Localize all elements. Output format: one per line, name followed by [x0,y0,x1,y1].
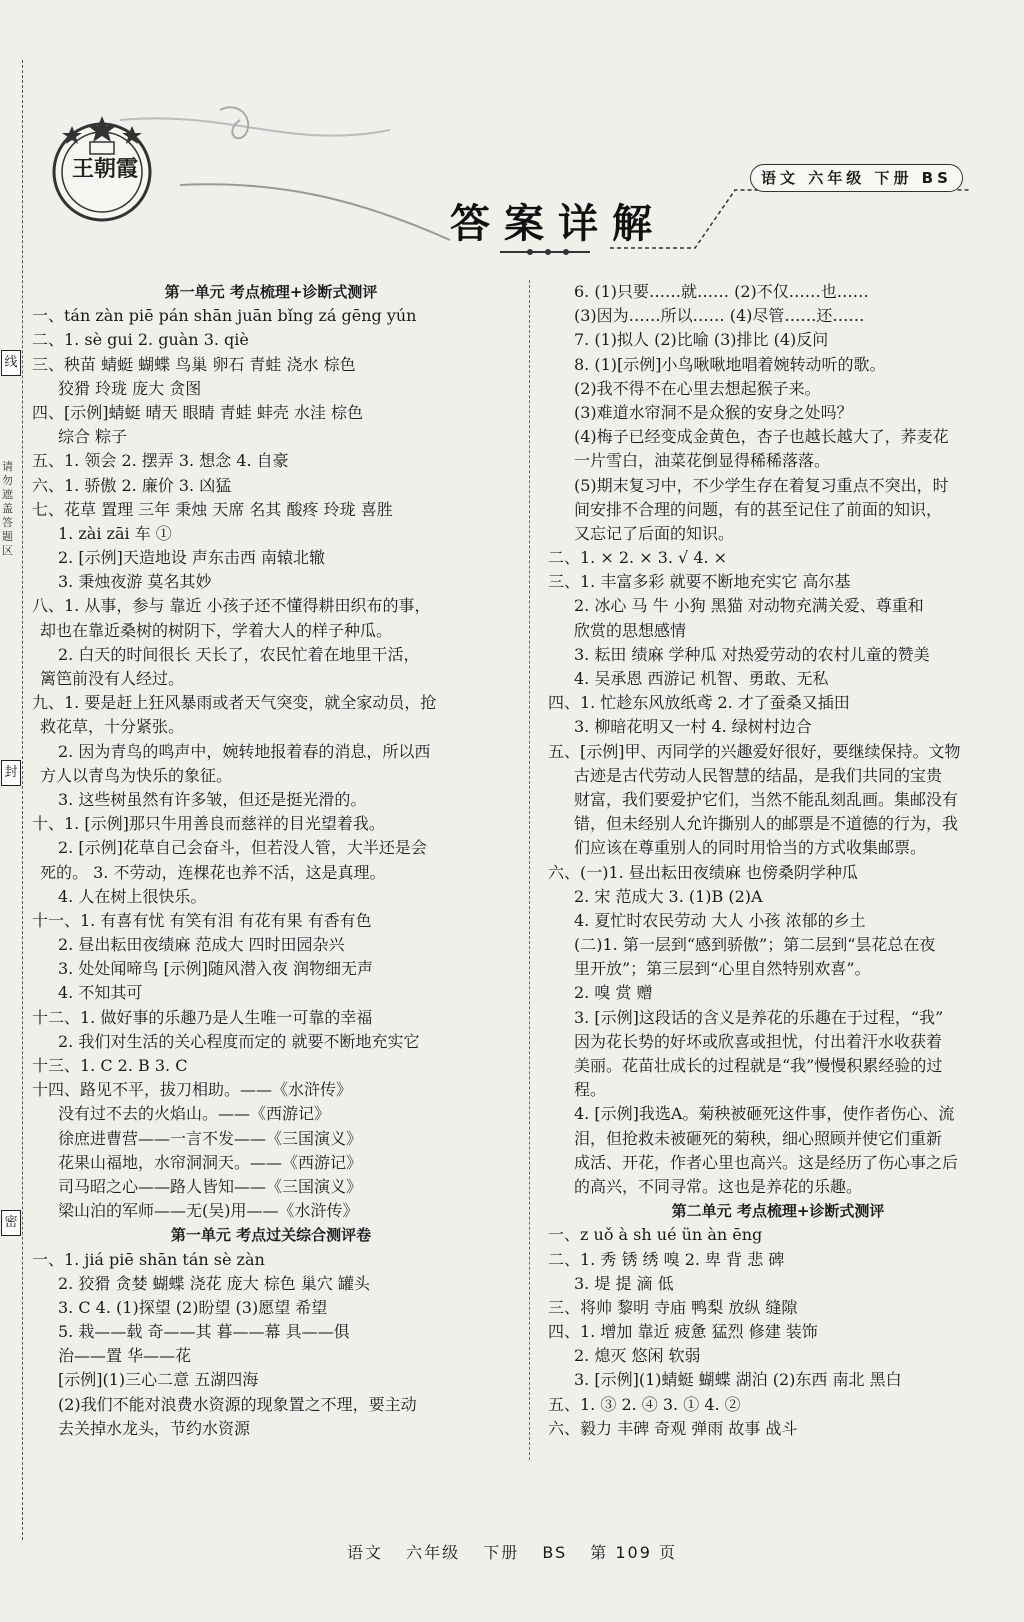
header [30,90,1000,270]
answer-line: (3)因为……所以…… (4)尽管……还…… [574,306,865,326]
answer-line: 2. [示例]花草自己会奋斗，但若没人管，大半还是会 [58,838,427,858]
footer-grade: 六年级 [406,1543,461,1562]
footer-term: 下册 [483,1543,520,1562]
answer-line: 十一、1. 有喜有忧 有笑有泪 有花有果 有香有色 [32,910,372,930]
answer-line: 梁山泊的军师——无(吴)用——《水浒传》 [58,1201,359,1221]
answer-line: (4)梅子已经变成金黄色，杏子也越长越大了，荞麦花 [574,427,949,447]
answer-line: 2. 因为青鸟的鸣声中，婉转地报着春的消息，所以西 [58,741,431,761]
answer-line: (5)期末复习中，不少学生存在着复习重点不突出，时 [574,475,949,495]
answer-line: 死的。 3. 不劳动，连棵花也养不活，这是真理。 [40,862,386,882]
answer-line: 十二、1. 做好事的乐趣乃是人生唯一可靠的幸福 [32,1007,373,1027]
answer-line: 间安排不合理的问题，有的甚至记住了前面的知识， [574,499,943,519]
answer-line: 一片雪白，油菜花倒显得稀稀落落。 [574,451,831,471]
answer-line: 一、tán zàn piē pán shān juān bǐng zá gēng yún [32,306,417,326]
answer-line: (2)我们不能对浪费水资源的现象置之不理，要主动 [58,1394,417,1414]
answer-line: 4. 不知其可 [58,983,143,1003]
answer-line: 三、秧苗 蜻蜓 蝴蝶 鸟巢 卵石 青蛙 浇水 棕色 [32,354,356,374]
footer-subject: 语文 [347,1543,384,1562]
answer-line: 三、将帅 黎明 寺庙 鸭梨 放纵 缝隙 [548,1297,798,1317]
footer-page-number: 第 109 页 [590,1543,677,1562]
footer-edition: BS [542,1543,568,1562]
answer-line: 们应该在尊重别人的同时用恰当的方式收集邮票。 [574,838,927,858]
answer-line: 八、1. 从事，参与 靠近 小孩子还不懂得耕田织布的事， [32,596,431,616]
answer-line: 治——置 华——花 [58,1346,192,1366]
answer-line: 司马昭之心——路人皆知——《三国演义》 [58,1176,363,1196]
answer-line: 错，但未经别人允许撕别人的邮票是不道德的行为，我 [574,814,959,834]
subject-tag: 语文 六年级 下册 BS [750,164,963,192]
answer-line: 二、1. × 2. × 3. √ 4. × [548,548,728,568]
answer-line: (2)我不得不在心里去想起猴子来。 [574,378,821,398]
answer-line: 美丽。花苗壮成长的过程就是“我”慢慢积累经验的过 [574,1056,943,1075]
answer-line: 5. 栽——载 奇——其 暮——幕 具——俱 [58,1322,350,1342]
answer-line: 四、1. 增加 靠近 疲惫 猛烈 修建 装饰 [548,1322,818,1342]
answer-line: 七、花草 置理 三年 秉烛 天席 名其 酸疼 玲珑 喜胜 [32,499,393,519]
answer-line: 3. 秉烛夜游 莫名其妙 [58,572,212,592]
answer-line: 救花草，十分紧张。 [40,717,185,737]
binding-tag-seal: 封 [1,760,21,786]
answer-line: 8. (1)[示例]小鸟啾啾地唱着婉转动听的歌。 [574,354,886,374]
answer-line: 五、1. 领会 2. 摆弄 3. 想念 4. 自豪 [32,451,289,471]
answer-line: 程。 [574,1080,607,1100]
answer-line: 十四、路见不平，拔刀相助。——《水浒传》 [32,1080,353,1100]
answer-line: 一、1. jiá piē shān tán sè zàn [32,1249,265,1269]
answer-line: 3. [示例](1)蜻蜓 蝴蝶 湖泊 (2)东西 南北 黑白 [574,1370,902,1390]
answer-line: 2. 冰心 马 牛 小狗 黑猫 对动物充满关爱、尊重和 [574,596,924,616]
answer-line: 二、1. sè gui 2. guàn 3. qiè [32,330,249,350]
answer-line: 7. (1)拟人 (2)比喻 (3)排比 (4)反问 [574,330,829,350]
answer-line: 3. 堤 提 滴 低 [574,1273,674,1293]
answer-line: 十三、1. C 2. B 3. C [32,1056,188,1075]
answer-line: 成活、开花，作者心里也高兴。这是经历了伤心事之后 [574,1152,959,1172]
answer-line: 三、1. 丰富多彩 就要不断地充实它 高尔基 [548,572,851,592]
binding-note: 请勿遮盖答题区 [2,460,13,557]
answer-line: 财富，我们要爱护它们，当然不能乱刻乱画。集邮没有 [574,789,959,809]
answer-line: 4. 吴承恩 西游记 机智、勇敢、无私 [574,669,829,688]
answer-line: 泪，但抢救未被砸死的菊秧，细心照顾并使它们重新 [574,1128,943,1148]
answer-line: (3)难道水帘洞不是众猴的安身之处吗？ [574,402,853,422]
answer-line: 狡猾 玲珑 庞大 贪图 [58,378,202,398]
answer-line: 3. 处处闻啼鸟 [示例]随风潜入夜 润物细无声 [58,959,374,979]
answer-line: 没有过不去的火焰山。——《西游记》 [58,1104,331,1124]
page-footer [0,1540,1024,1563]
answer-line: 2. 我们对生活的关心程度而定的 就要不断地充实它 [58,1031,420,1051]
answer-line: 花果山福地，水帘洞洞天。——《西游记》 [58,1152,363,1172]
answer-line: 方人以青鸟为快乐的象征。 [40,765,233,785]
answer-line: 二、1. 秀 锈 绣 嗅 2. 卑 背 悲 碑 [548,1249,785,1269]
answer-line: 综合 粽子 [58,427,128,447]
binding-tag-line: 线 [1,350,21,376]
answer-line: 2. 嗅 赏 赠 [574,983,653,1003]
answer-line: 4. 夏忙时农民劳动 大人 小孩 浓郁的乡土 [574,910,866,930]
answer-line: 六、(一)1. 昼出耘田夜绩麻 也傍桑阴学种瓜 [548,862,858,882]
answer-line: 1. zài zāi 车 ① [58,523,172,543]
answer-line: 4. 人在树上很快乐。 [58,886,207,906]
section-heading: 第二单元 考点梳理+诊断式测评 [671,1202,885,1221]
answer-line: 六、毅力 丰碑 奇观 弹雨 故事 战斗 [548,1418,798,1438]
answer-line: [示例](1)三心二意 五湖四海 [58,1370,259,1390]
right-column [548,280,1008,1441]
answer-line: 四、1. 忙趁东风放纸鸢 2. 才了蚕桑又插田 [548,693,850,713]
answer-line: 十、1. [示例]那只牛用善良而慈祥的目光望着我。 [32,814,385,834]
answer-line: 3. 柳暗花明又一村 4. 绿树村边合 [574,717,812,737]
answer-line: 篱笆前没有人经过。 [40,669,185,688]
page-title: 答案详解 [450,200,666,247]
logo-text: 王朝霞 [71,156,138,182]
answer-line: 3. [示例]这段话的含义是养花的乐趣在于过程，“我” [574,1007,944,1027]
answer-line: 3. 这些树虽然有许多皱，但还是挺光滑的。 [58,789,367,809]
section-heading: 第一单元 考点梳理+诊断式测评 [164,283,378,301]
answer-line: 古迹是古代劳动人民智慧的结晶，是我们共同的宝贵 [574,765,943,785]
answer-line: 2. [示例]天造地设 声东击西 南辕北辙 [58,548,326,568]
answer-line: 3. 耘田 绩麻 学种瓜 对热爱劳动的农村儿童的赞美 [574,644,930,664]
binding-tag-secret: 密 [1,1210,21,1236]
answer-line: 五、1. ③ 2. ④ 3. ① 4. ② [548,1394,741,1414]
answer-line: 6. (1)只要……就…… (2)不仅……也…… [574,282,869,301]
column-divider [529,280,530,1460]
left-column [32,280,510,1441]
answer-line: 2. 狡猾 贪婪 蝴蝶 浇花 庞大 棕色 巢穴 罐头 [58,1273,370,1293]
answer-line: 3. C 4. (1)探望 (2)盼望 (3)愿望 希望 [58,1297,328,1317]
answer-line: 又忘记了后面的知识。 [574,523,735,543]
answer-line: 九、1. 要是赶上狂风暴雨或者天气突变，就全家动员，抢 [32,693,437,713]
answer-line: 六、1. 骄傲 2. 廉价 3. 凶猛 [32,475,232,495]
answer-line: 2. 昼出耘田夜绩麻 范成大 四时田园杂兴 [58,935,345,955]
answer-line: 徐庶进曹营——一言不发——《三国演义》 [58,1128,363,1148]
answer-line: 2. 宋 范成大 3. (1)B (2)A [574,886,763,906]
answer-line: 4. [示例]我选A。菊秧被砸死这件事，使作者伤心、流 [574,1104,955,1124]
answer-line: 里开放”；第三层到“心里自然特别欢喜”。 [574,959,871,979]
answer-line: 的高兴，不同寻常。这也是养花的乐趣。 [574,1176,863,1196]
answer-line: 去关掉水龙头，节约水资源 [58,1418,251,1438]
answer-line: 五、[示例]甲、丙同学的兴趣爱好很好，要继续保持。文物 [548,741,961,761]
binding-margin [0,60,23,1540]
answer-line: 2. 熄灭 悠闲 软弱 [574,1346,701,1366]
section-heading: 第一单元 考点过关综合测评卷 [170,1226,372,1245]
answer-line: 一、z uǒ à sh ué ün àn ēng [548,1225,763,1245]
answer-line: 却也在靠近桑树的树阴下，学着大人的样子种瓜。 [40,620,393,640]
answer-line: 2. 白天的时间很长 天长了，农民忙着在地里干活， [58,644,420,664]
answer-line: (二)1. 第一层到“感到骄傲”；第二层到“昙花总在夜 [574,935,936,955]
answer-line: 四、[示例]蜻蜓 晴天 眼睛 青蛙 蚌壳 水洼 棕色 [32,402,364,422]
answer-line: 欣赏的思想感情 [574,620,687,640]
answer-line: 因为花长势的好坏或欣喜或担忧，付出着汗水收获着 [574,1031,943,1051]
